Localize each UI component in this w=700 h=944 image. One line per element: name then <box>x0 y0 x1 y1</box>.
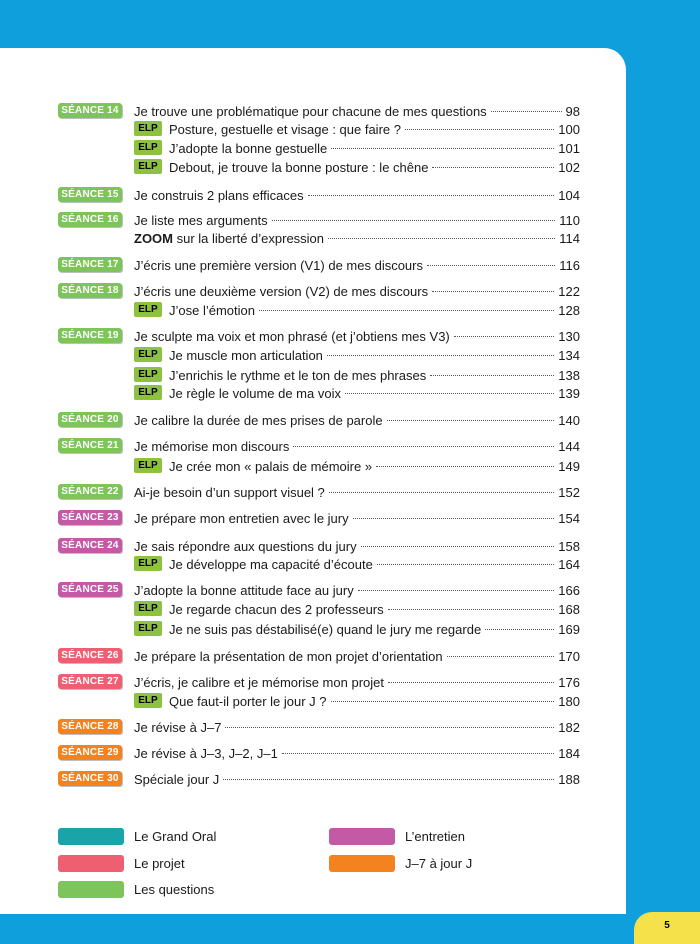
toc-entry[interactable] <box>0 483 626 503</box>
toc-title: ZOOM sur la liberté d’expression <box>134 231 325 246</box>
dot-leader <box>225 727 554 728</box>
toc-line <box>169 457 580 477</box>
seance-badge: SÉANCE 16 <box>58 212 122 227</box>
seance-badge: SÉANCE 25 <box>58 582 122 597</box>
toc-entry[interactable] <box>0 229 626 249</box>
toc-page-number: 104 <box>558 188 580 203</box>
toc-page-number: 101 <box>558 141 580 156</box>
toc-line <box>134 647 580 667</box>
toc-title: Je mémorise mon discours <box>134 439 290 454</box>
toc-page-number: 98 <box>565 104 580 119</box>
toc-entry[interactable] <box>0 673 626 693</box>
seance-badge: SÉANCE 14 <box>58 103 122 118</box>
seance-badge: SÉANCE 17 <box>58 257 122 272</box>
toc-page-number: 169 <box>558 622 580 637</box>
dot-leader <box>282 753 554 754</box>
toc-title: Je regarde chacun des 2 professeurs <box>169 602 384 617</box>
seance-badge: SÉANCE 23 <box>58 510 122 525</box>
toc-line <box>134 211 580 231</box>
toc-page-number: 158 <box>558 539 580 554</box>
toc-line <box>169 158 580 178</box>
dot-leader <box>376 466 554 467</box>
toc-line <box>134 537 580 557</box>
dot-leader <box>387 420 555 421</box>
legend-label: Le projet <box>134 856 185 871</box>
toc-line <box>134 744 580 764</box>
dot-leader <box>308 195 555 196</box>
toc-line <box>169 555 580 575</box>
toc-line <box>134 411 580 431</box>
toc-entry[interactable] <box>0 120 626 140</box>
toc-entry[interactable] <box>0 770 626 790</box>
toc-title: Je révise à J–7 <box>134 720 222 735</box>
elp-badge: ELP <box>134 556 162 571</box>
toc-page-number: 182 <box>558 720 580 735</box>
dot-leader <box>259 310 554 311</box>
legend-swatch <box>58 855 124 872</box>
toc-entry[interactable] <box>0 158 626 178</box>
toc-title: Je calibre la durée de mes prises de parole <box>134 413 383 428</box>
toc-line <box>134 437 580 457</box>
toc-entry[interactable] <box>0 346 626 366</box>
seance-badge: SÉANCE 30 <box>58 771 122 786</box>
toc-page-number: 170 <box>558 649 580 664</box>
dot-leader <box>358 590 555 591</box>
toc-entry[interactable] <box>0 301 626 321</box>
toc-entry[interactable] <box>0 581 626 601</box>
toc-title: Je règle le volume de ma voix <box>169 386 341 401</box>
toc-line <box>134 256 580 276</box>
toc-page-number: 138 <box>558 368 580 383</box>
toc-title: Je construis 2 plans efficaces <box>134 188 304 203</box>
toc-entry[interactable] <box>0 211 626 231</box>
toc-title: Je révise à J–3, J–2, J–1 <box>134 746 278 761</box>
legend-swatch <box>329 828 395 845</box>
toc-line <box>134 581 580 601</box>
toc-page-number: 134 <box>558 348 580 363</box>
toc-entry[interactable] <box>0 102 626 122</box>
dot-leader <box>272 220 556 221</box>
toc-title: Posture, gestuelle et visage : que faire ? <box>169 122 401 137</box>
legend-swatch <box>329 855 395 872</box>
dot-leader <box>345 393 554 394</box>
dot-leader <box>454 336 555 337</box>
elp-badge: ELP <box>134 385 162 400</box>
toc-title: Ai-je besoin d’un support visuel ? <box>134 485 325 500</box>
dot-leader <box>432 167 554 168</box>
toc-title: Je développe ma capacité d’écoute <box>169 557 373 572</box>
elp-badge: ELP <box>134 140 162 155</box>
toc-page-number: 188 <box>558 772 580 787</box>
toc-entry[interactable] <box>0 186 626 206</box>
toc-line <box>134 770 580 790</box>
toc-page-number: 176 <box>558 675 580 690</box>
toc-title: Je sais répondre aux questions du jury <box>134 539 357 554</box>
dot-leader <box>388 682 554 683</box>
seance-badge: SÉANCE 19 <box>58 328 122 343</box>
toc-entry[interactable] <box>0 366 626 386</box>
dot-leader <box>331 701 555 702</box>
toc-line <box>169 301 580 321</box>
elp-badge: ELP <box>134 693 162 708</box>
dot-leader <box>361 546 555 547</box>
toc-line <box>134 102 580 122</box>
toc-page-number: 184 <box>558 746 580 761</box>
toc-page-number: 100 <box>558 122 580 137</box>
dot-leader <box>327 355 554 356</box>
elp-badge: ELP <box>134 621 162 636</box>
toc-title: Je trouve une problématique pour chacune de mes questions <box>134 104 487 119</box>
toc-line <box>169 139 580 159</box>
toc-title: J’adopte la bonne gestuelle <box>169 141 328 156</box>
toc-line <box>134 186 580 206</box>
dot-leader <box>223 779 554 780</box>
toc-title: Je ne suis pas déstabilisé(e) quand le jury me regarde <box>169 622 482 637</box>
seance-badge: SÉANCE 28 <box>58 719 122 734</box>
toc-title: Je prépare mon entretien avec le jury <box>134 511 349 526</box>
toc-line <box>134 282 580 302</box>
toc-page-number: 180 <box>558 694 580 709</box>
dot-leader <box>427 265 555 266</box>
page-number: 5 <box>634 912 700 944</box>
toc-line <box>134 718 580 738</box>
toc-page-number: 139 <box>558 386 580 401</box>
toc-page-number: 116 <box>559 258 580 273</box>
toc-line <box>169 366 580 386</box>
dot-leader <box>328 238 555 239</box>
toc-title: Que faut-il porter le jour J ? <box>169 694 327 709</box>
toc-entry[interactable] <box>0 411 626 431</box>
toc-entry[interactable] <box>0 509 626 529</box>
toc-entry[interactable] <box>0 437 626 457</box>
seance-badge: SÉANCE 22 <box>58 484 122 499</box>
seance-badge: SÉANCE 20 <box>58 412 122 427</box>
toc-page-number: 152 <box>558 485 580 500</box>
toc-title: Je muscle mon articulation <box>169 348 323 363</box>
toc-line <box>134 509 580 529</box>
dot-leader <box>447 656 555 657</box>
toc-page-number: 144 <box>558 439 580 454</box>
toc-title: Je crée mon « palais de mémoire » <box>169 459 373 474</box>
toc-title: Debout, je trouve la bonne posture : le chêne <box>169 160 429 175</box>
toc-line <box>134 673 580 693</box>
toc-line <box>169 120 580 140</box>
toc-entry[interactable] <box>0 647 626 667</box>
elp-badge: ELP <box>134 302 162 317</box>
elp-badge: ELP <box>134 601 162 616</box>
seance-badge: SÉANCE 24 <box>58 538 122 553</box>
toc-title: J’ose l’émotion <box>169 303 255 318</box>
toc-line <box>134 229 580 249</box>
toc-line <box>169 692 580 712</box>
toc-page-number: 149 <box>558 459 580 474</box>
dot-leader <box>388 609 555 610</box>
toc-entry[interactable] <box>0 555 626 575</box>
elp-badge: ELP <box>134 458 162 473</box>
legend-swatch <box>58 881 124 898</box>
toc-title: J’écris, je calibre et je mémorise mon projet <box>134 675 384 690</box>
seance-badge: SÉANCE 21 <box>58 438 122 453</box>
dot-leader <box>405 129 554 130</box>
toc-entry[interactable] <box>0 620 626 640</box>
toc-entry[interactable] <box>0 718 626 738</box>
legend-label: Les questions <box>134 882 215 897</box>
toc-page-number: 166 <box>558 583 580 598</box>
legend-label: L’entretien <box>405 829 465 844</box>
toc-title: Je liste mes arguments <box>134 213 268 228</box>
dot-leader <box>377 564 554 565</box>
toc-page-number: 102 <box>558 160 580 175</box>
toc-line <box>134 483 580 503</box>
toc-page-number: 168 <box>558 602 580 617</box>
elp-badge: ELP <box>134 121 162 136</box>
toc-page-number: 114 <box>559 231 580 246</box>
toc-title: J’écris une première version (V1) de mes discours <box>134 258 423 273</box>
toc-page-number: 154 <box>558 511 580 526</box>
toc-line <box>169 384 580 404</box>
toc-line <box>169 600 580 620</box>
seance-badge: SÉANCE 18 <box>58 283 122 298</box>
toc-title: J’enrichis le rythme et le ton de mes phrases <box>169 368 427 383</box>
toc-line <box>134 327 580 347</box>
toc-page-number: 164 <box>558 557 580 572</box>
toc-page-number: 140 <box>558 413 580 428</box>
toc-line <box>169 620 580 640</box>
toc-entry[interactable] <box>0 744 626 764</box>
dot-leader <box>329 492 555 493</box>
toc-entry[interactable] <box>0 256 626 276</box>
toc-title: Je prépare la présentation de mon projet d’orientation <box>134 649 443 664</box>
toc-entry[interactable] <box>0 384 626 404</box>
toc-title: J’adopte la bonne attitude face au jury <box>134 583 354 598</box>
seance-badge: SÉANCE 15 <box>58 187 122 202</box>
toc-entry[interactable] <box>0 692 626 712</box>
seance-badge: SÉANCE 29 <box>58 745 122 760</box>
toc-entry[interactable] <box>0 457 626 477</box>
toc-entry[interactable] <box>0 600 626 620</box>
legend-label: J–7 à jour J <box>405 856 473 871</box>
toc-page-number: 110 <box>559 213 580 228</box>
legend-label: Le Grand Oral <box>134 829 217 844</box>
seance-badge: SÉANCE 27 <box>58 674 122 689</box>
seance-badge: SÉANCE 26 <box>58 648 122 663</box>
dot-leader <box>432 291 554 292</box>
dot-leader <box>491 111 562 112</box>
toc-title: J’écris une deuxième version (V2) de mes discours <box>134 284 429 299</box>
toc-title: Je sculpte ma voix et mon phrasé (et j’obtiens mes V3) <box>134 329 450 344</box>
elp-badge: ELP <box>134 367 162 382</box>
dot-leader <box>353 518 555 519</box>
toc-entry[interactable] <box>0 282 626 302</box>
dot-leader <box>485 629 554 630</box>
toc-page-number: 122 <box>558 284 580 299</box>
toc-title: Spéciale jour J <box>134 772 220 787</box>
toc-page-number: 130 <box>558 329 580 344</box>
toc-entry[interactable] <box>0 537 626 557</box>
toc-page-number: 128 <box>558 303 580 318</box>
elp-badge: ELP <box>134 347 162 362</box>
legend-swatch <box>58 828 124 845</box>
dot-leader <box>430 375 554 376</box>
toc-line <box>169 346 580 366</box>
dot-leader <box>331 148 554 149</box>
elp-badge: ELP <box>134 159 162 174</box>
toc-entry[interactable] <box>0 327 626 347</box>
dot-leader <box>293 446 554 447</box>
toc-entry[interactable] <box>0 139 626 159</box>
